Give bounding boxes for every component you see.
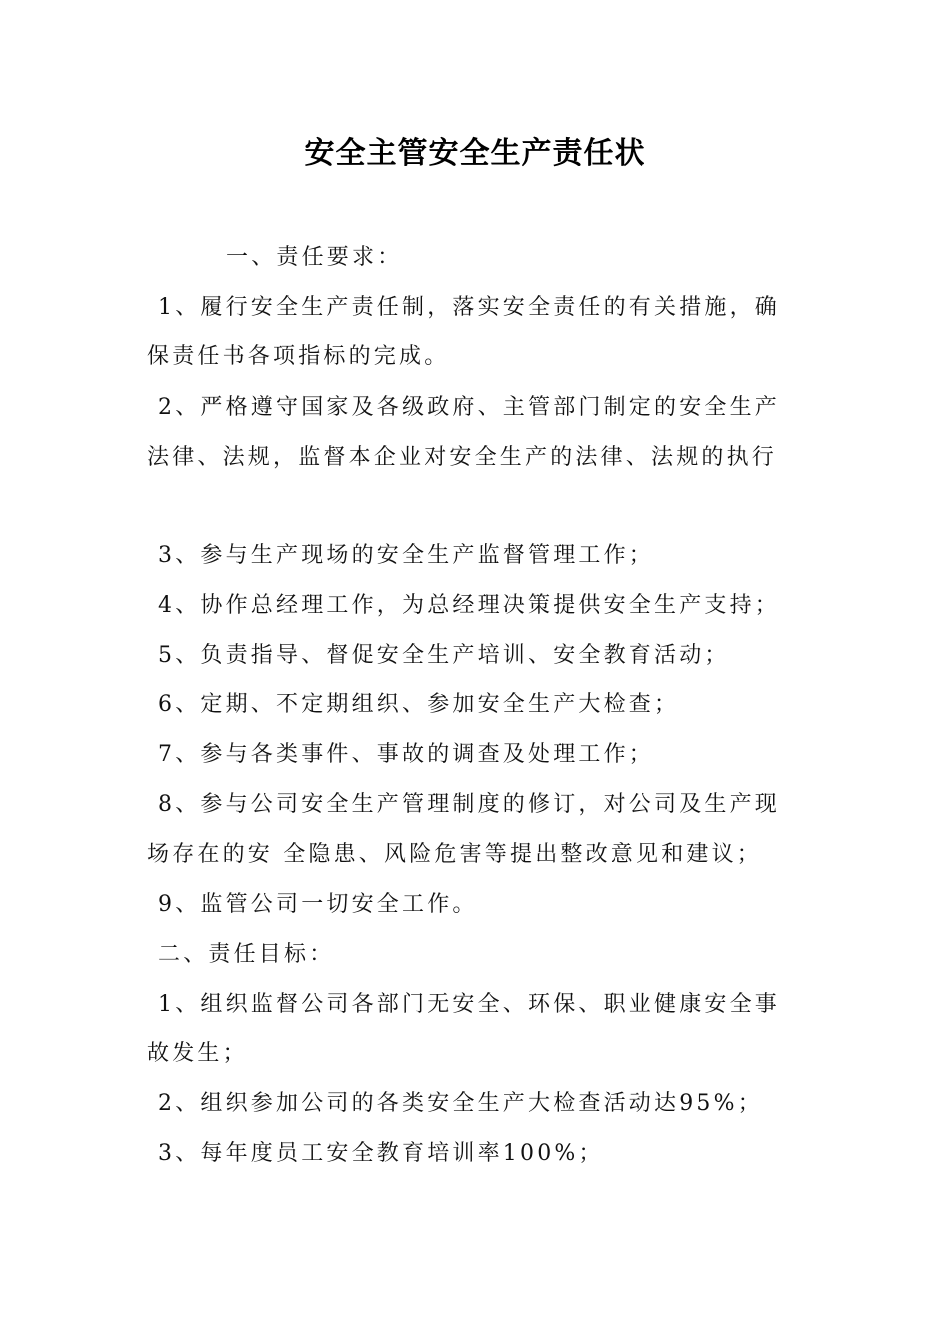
paragraph-line: 法律、法规，监督本企业对安全生产的法律、法规的执行 — [147, 445, 778, 470]
paragraph-line: 9、监管公司一切安全工作。 — [158, 892, 478, 917]
paragraph-line: 7、参与各类事件、事故的调查及处理工作； — [158, 742, 654, 767]
paragraph-line: 5、负责指导、督促安全生产培训、安全教育活动； — [158, 643, 730, 668]
paragraph-line: 保责任书各项指标的完成。 — [147, 344, 450, 369]
paragraph-line: 故发生； — [147, 1041, 248, 1066]
paragraph-line: 3、参与生产现场的安全生产监督管理工作； — [158, 543, 654, 568]
paragraph-line: 4、协作总经理工作，为总经理决策提供安全生产支持； — [158, 593, 780, 618]
document-title: 安全主管安全生产责任状 — [304, 136, 646, 171]
paragraph-line: 8、参与公司安全生产管理制度的修订，对公司及生产现 — [158, 792, 780, 817]
paragraph-line: 1、履行安全生产责任制，落实安全责任的有关措施，确 — [158, 295, 780, 320]
paragraph-line: 2、严格遵守国家及各级政府、主管部门制定的安全生产 — [158, 395, 780, 420]
paragraph-line: 2、组织参加公司的各类安全生产大检查活动达95%； — [158, 1091, 763, 1116]
section-heading-requirements: 一、责任要求： — [226, 245, 403, 270]
paragraph-line: 1、组织监督公司各部门无安全、环保、职业健康安全事 — [158, 992, 780, 1017]
paragraph-line: 场存在的安 全隐患、风险危害等提出整改意见和建议； — [147, 842, 762, 867]
section-heading-targets: 二、责任目标： — [158, 942, 335, 967]
paragraph-line: 6、定期、不定期组织、参加安全生产大检查； — [158, 692, 680, 717]
paragraph-line: 3、每年度员工安全教育培训率100%； — [158, 1141, 604, 1166]
